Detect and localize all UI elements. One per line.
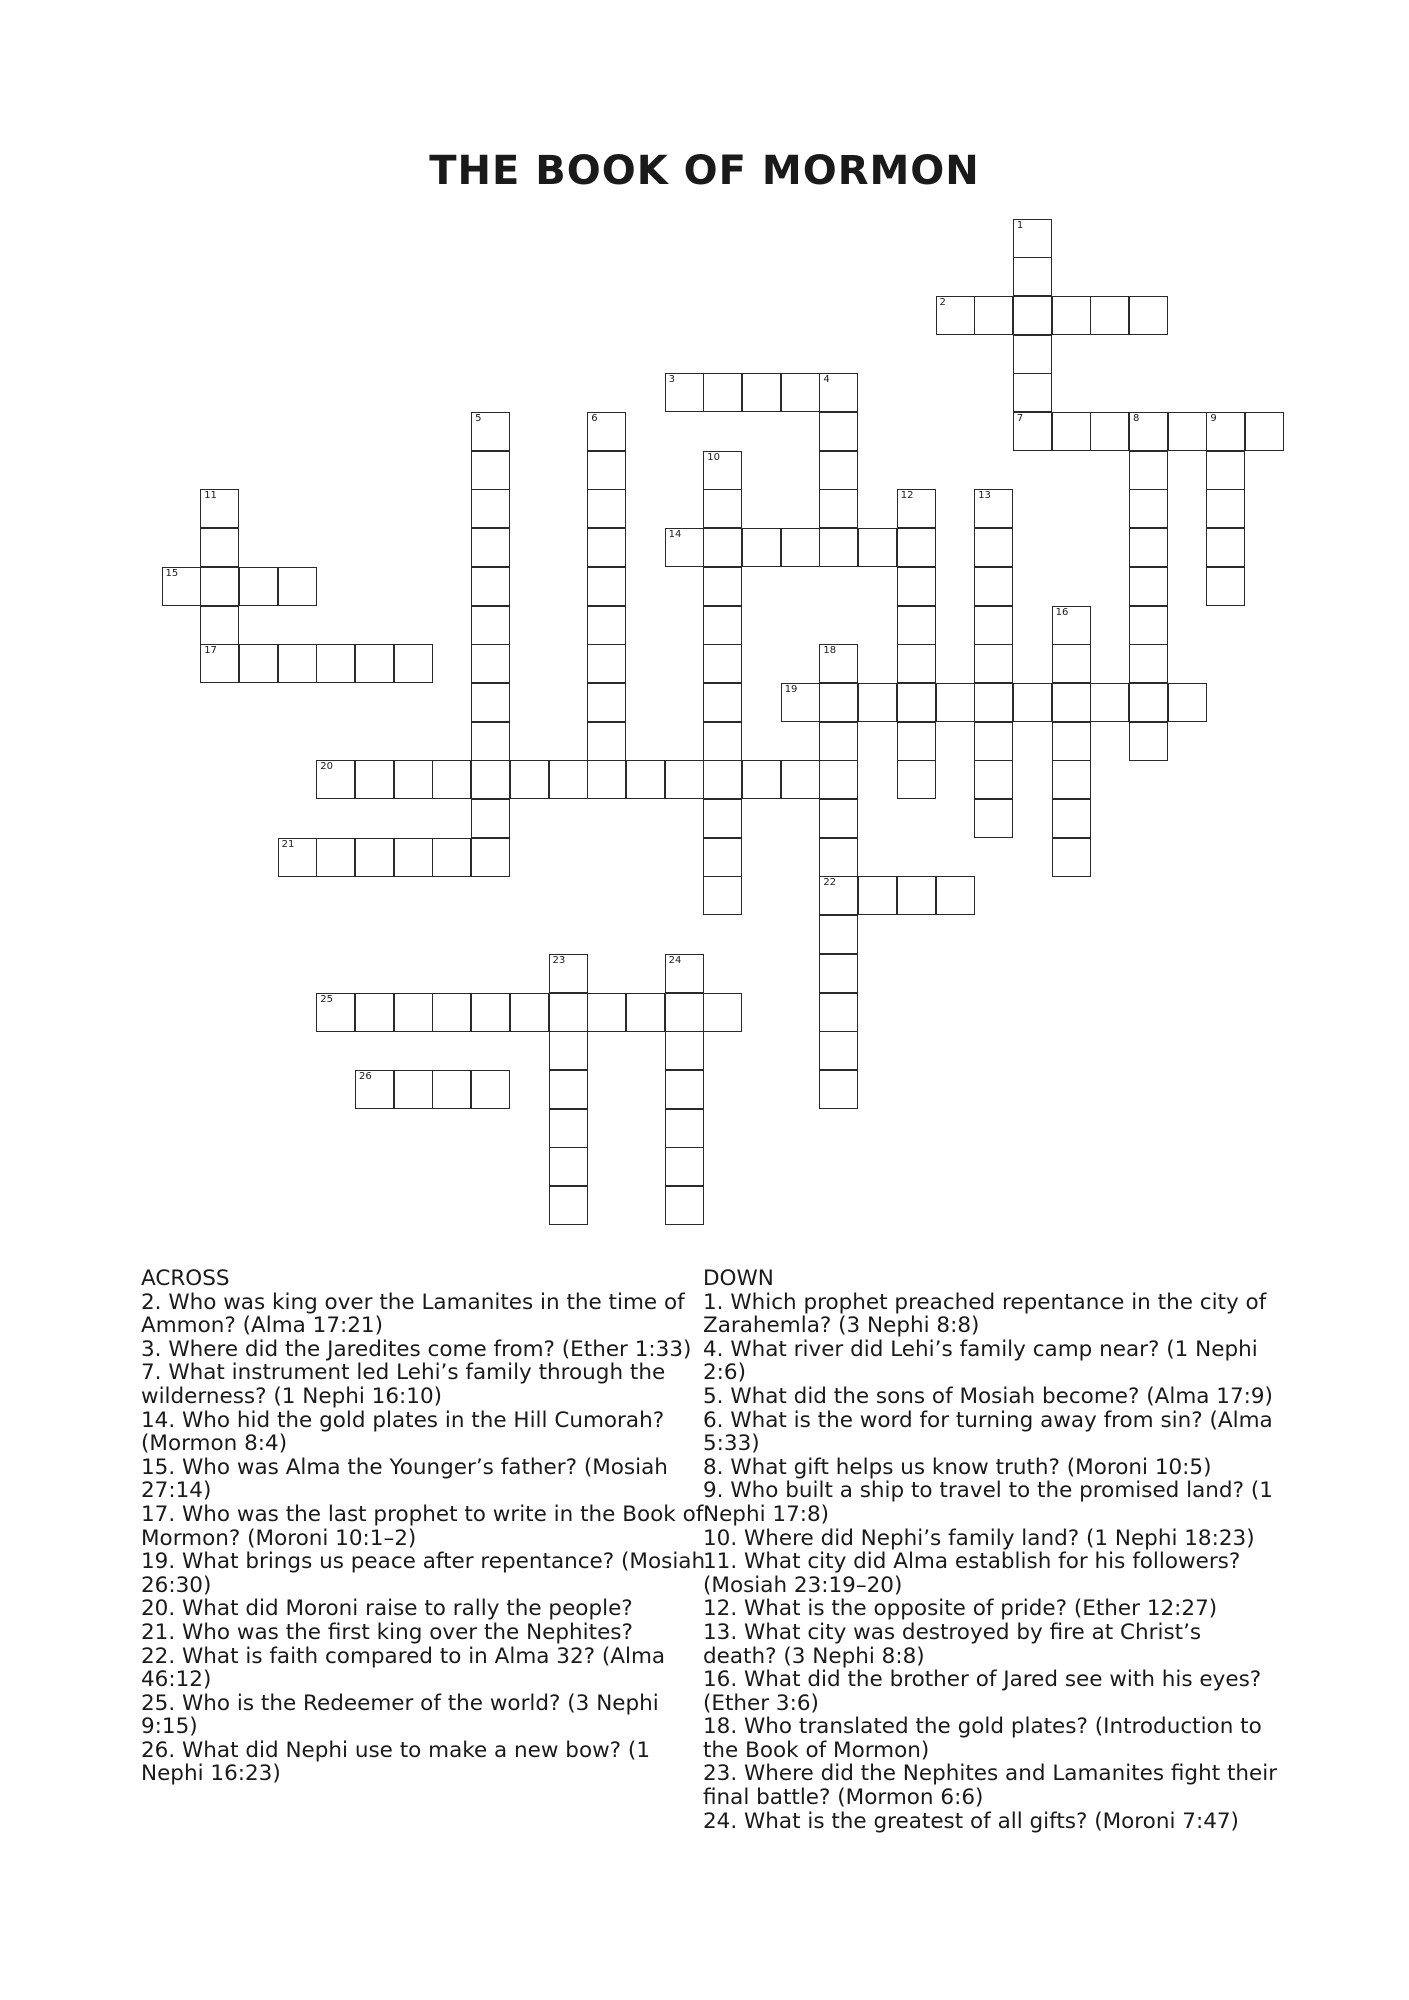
grid-cell[interactable] <box>587 760 626 799</box>
grid-cell[interactable] <box>974 760 1013 799</box>
grid-cell[interactable] <box>1129 644 1168 683</box>
grid-cell[interactable] <box>897 567 936 606</box>
grid-cell[interactable] <box>1129 528 1168 567</box>
grid-cell-5[interactable] <box>471 412 510 451</box>
grid-cell[interactable] <box>665 1186 704 1225</box>
grid-cell-22[interactable] <box>819 876 858 915</box>
grid-cell-1[interactable] <box>1013 219 1052 258</box>
clue-number: 9 <box>1210 413 1217 424</box>
page-title: THE BOOK OF MORMON <box>429 148 980 194</box>
grid-cell[interactable] <box>819 799 858 838</box>
clue-number: 4 <box>823 374 830 386</box>
clue-number: 18 <box>823 645 837 657</box>
clue-number: 14 <box>668 529 682 541</box>
grid-cell[interactable] <box>1052 799 1091 838</box>
grid-cell[interactable] <box>587 683 626 722</box>
grid-cell[interactable] <box>1052 412 1091 451</box>
grid-cell[interactable] <box>471 722 510 761</box>
clue-number: 15 <box>165 567 179 579</box>
grid-cell[interactable] <box>665 1109 704 1148</box>
grid-cell[interactable] <box>1013 257 1052 296</box>
clue-number: 16 <box>1055 606 1069 618</box>
clue-down-8: 8. What gift helps us know truth? (Moroni 10:5) <box>703 1454 1212 1480</box>
grid-cell[interactable] <box>703 722 742 761</box>
grid-cell[interactable] <box>1052 760 1091 799</box>
grid-cell[interactable] <box>200 567 239 606</box>
grid-cell[interactable] <box>1129 722 1168 761</box>
grid-cell[interactable] <box>703 644 742 683</box>
grid-cell[interactable] <box>200 606 239 645</box>
grid-cell[interactable] <box>1052 838 1091 877</box>
grid-cell[interactable] <box>1206 451 1245 490</box>
grid-cell[interactable] <box>432 760 471 799</box>
grid-cell[interactable] <box>1129 489 1168 528</box>
grid-cell[interactable] <box>703 489 742 528</box>
clue-down-10: 10. Where did Nephi’s family land? (1 Nephi 18:23) <box>703 1525 1255 1551</box>
grid-cell[interactable] <box>665 1147 704 1186</box>
grid-cell[interactable] <box>1129 451 1168 490</box>
grid-cell[interactable] <box>471 799 510 838</box>
down-clues <box>703 1267 1278 1833</box>
grid-cell[interactable] <box>471 528 510 567</box>
grid-cell[interactable] <box>1052 683 1091 722</box>
clue-down-6: 6. What is the word for turning away from sin? (Alma 5:33) <box>703 1407 1273 1457</box>
grid-cell-21[interactable] <box>278 838 317 877</box>
grid-cell[interactable] <box>471 993 510 1032</box>
grid-cell[interactable] <box>1206 489 1245 528</box>
grid-cell-8[interactable] <box>1129 412 1168 451</box>
grid-cell[interactable] <box>1052 644 1091 683</box>
grid-cell[interactable] <box>471 760 510 799</box>
clue-down-12: 12. What is the opposite of pride? (Ether 12:27) <box>703 1596 1218 1622</box>
clue-down-13: 13. What city was destroyed by fire at Christ’s death? (3 Nephi 8:8) <box>703 1619 1202 1669</box>
clue-number: 5 <box>475 413 482 424</box>
grid-cell[interactable] <box>355 838 394 877</box>
grid-cell[interactable] <box>316 838 355 877</box>
grid-cell[interactable] <box>549 1031 588 1070</box>
grid-cell[interactable] <box>1090 412 1129 451</box>
grid-cell[interactable] <box>1206 567 1245 606</box>
clue-down-4: 4. What river did Lehi’s family camp near? (1 Nephi 2:6) <box>703 1336 1258 1386</box>
grid-cell-11[interactable] <box>200 489 239 528</box>
grid-cell[interactable] <box>471 606 510 645</box>
grid-cell[interactable] <box>1129 683 1168 722</box>
across-clues <box>141 1267 706 1786</box>
grid-cell[interactable] <box>974 644 1013 683</box>
grid-cell[interactable] <box>587 451 626 490</box>
grid-cell[interactable] <box>549 1147 588 1186</box>
grid-cell[interactable] <box>1090 296 1129 335</box>
grid-cell[interactable] <box>974 722 1013 761</box>
grid-cell[interactable] <box>1129 296 1168 335</box>
grid-cell[interactable] <box>781 528 820 567</box>
grid-cell-15[interactable] <box>162 567 201 606</box>
grid-cell[interactable] <box>587 528 626 567</box>
clue-down-23: 23. Where did the Nephites and Lamanites fight their final battle? (Mormon 6:6) <box>703 1761 1278 1811</box>
grid-cell[interactable] <box>471 1070 510 1109</box>
clue-number: 1 <box>1016 219 1024 231</box>
grid-cell-18[interactable] <box>819 644 858 683</box>
grid-cell[interactable] <box>897 722 936 761</box>
clue-number: 10 <box>707 451 721 463</box>
grid-cell[interactable] <box>1168 412 1207 451</box>
grid-cell[interactable] <box>587 606 626 645</box>
grid-cell[interactable] <box>239 644 278 683</box>
grid-cell-23[interactable] <box>549 954 588 993</box>
grid-cell[interactable] <box>1206 528 1245 567</box>
grid-cell[interactable] <box>819 683 858 722</box>
grid-cell[interactable] <box>471 838 510 877</box>
grid-cell[interactable] <box>394 644 433 683</box>
grid-cell[interactable] <box>1129 606 1168 645</box>
grid-cell[interactable] <box>665 1031 704 1070</box>
grid-cell[interactable] <box>587 722 626 761</box>
grid-cell[interactable] <box>819 451 858 490</box>
clue-number: 24 <box>668 954 682 966</box>
grid-cell[interactable] <box>626 993 665 1032</box>
grid-cell-3[interactable] <box>665 373 704 412</box>
clue-number: 3 <box>668 374 675 386</box>
clue-across-26: 26. What did Nephi use to make a new bow? (1 Nephi 16:23) <box>141 1737 650 1787</box>
grid-cell[interactable] <box>587 567 626 606</box>
grid-cell[interactable] <box>781 760 820 799</box>
grid-cell[interactable] <box>200 528 239 567</box>
grid-cell[interactable] <box>239 567 278 606</box>
grid-cell[interactable] <box>510 993 549 1032</box>
grid-cell-9[interactable] <box>1206 412 1245 451</box>
grid-cell-26[interactable] <box>355 1070 394 1109</box>
grid-cell[interactable] <box>936 683 975 722</box>
grid-cell[interactable] <box>819 993 858 1032</box>
grid-cell[interactable] <box>1090 683 1129 722</box>
grid-cell-10[interactable] <box>703 451 742 490</box>
grid-cell[interactable] <box>432 993 471 1032</box>
grid-cell[interactable] <box>897 528 936 567</box>
grid-cell-14[interactable] <box>665 528 704 567</box>
grid-cell[interactable] <box>897 760 936 799</box>
grid-cell[interactable] <box>549 760 588 799</box>
clue-down-9: 9. Who built a ship to travel to the promised land? (1 Nephi 17:8) <box>703 1478 1273 1527</box>
clue-number: 2 <box>939 296 946 308</box>
grid-cell[interactable] <box>742 373 781 412</box>
grid-cell[interactable] <box>549 993 588 1032</box>
clue-number: 11 <box>204 490 217 502</box>
grid-cell[interactable] <box>626 760 665 799</box>
grid-cell[interactable] <box>665 760 704 799</box>
grid-cell[interactable] <box>703 799 742 838</box>
grid-cell[interactable] <box>742 760 781 799</box>
grid-cell[interactable] <box>355 644 394 683</box>
grid-cell[interactable] <box>432 1070 471 1109</box>
clue-number: 19 <box>784 683 798 695</box>
grid-cell[interactable] <box>1245 412 1284 451</box>
grid-cell[interactable] <box>703 528 742 567</box>
clue-across-14: 14. Who hid the gold plates in the Hill Cumorah? (Mormon 8:4) <box>141 1407 665 1457</box>
grid-cell[interactable] <box>897 644 936 683</box>
grid-cell[interactable] <box>278 644 317 683</box>
grid-cell[interactable] <box>819 722 858 761</box>
grid-cell[interactable] <box>355 993 394 1032</box>
grid-cell[interactable] <box>587 644 626 683</box>
clue-across-20: 20. What did Moroni raise to rally the people? <box>141 1596 633 1622</box>
grid-cell[interactable] <box>394 760 433 799</box>
grid-cell[interactable] <box>703 876 742 915</box>
clue-number: 21 <box>281 838 295 850</box>
clue-number: 26 <box>359 1070 372 1082</box>
clue-number: 25 <box>320 993 334 1005</box>
clue-down-18: 18. Who translated the gold plates? (Introduction to the Book of Mormon) <box>703 1714 1262 1763</box>
grid-cell-25[interactable] <box>316 993 355 1032</box>
grid-cell[interactable] <box>549 1109 588 1148</box>
grid-cell[interactable] <box>897 683 936 722</box>
grid-cell[interactable] <box>703 838 742 877</box>
grid-cell[interactable] <box>781 373 820 412</box>
grid-cell[interactable] <box>1013 373 1052 412</box>
grid-cell[interactable] <box>819 954 858 993</box>
grid-cell-19[interactable] <box>781 683 820 722</box>
grid-cell[interactable] <box>897 606 936 645</box>
grid-cell[interactable] <box>819 838 858 877</box>
grid-cell[interactable] <box>974 567 1013 606</box>
grid-cell[interactable] <box>858 528 897 567</box>
clue-across-25: 25. Who is the Redeemer of the world? (3 Nephi 9:15) <box>141 1690 659 1740</box>
grid-cell[interactable] <box>1052 722 1091 761</box>
grid-cell[interactable] <box>819 1031 858 1070</box>
grid-cell[interactable] <box>703 683 742 722</box>
grid-cell[interactable] <box>974 799 1013 838</box>
grid-cell[interactable] <box>1013 335 1052 374</box>
clue-number: 20 <box>320 761 334 773</box>
grid-cell[interactable] <box>1129 567 1168 606</box>
clue-down-16: 16. What did the brother of Jared see with his eyes? (Ether 3:6) <box>703 1667 1262 1716</box>
grid-cell[interactable] <box>703 760 742 799</box>
clue-down-24: 24. What is the greatest of all gifts? (Moroni 7:47) <box>703 1808 1239 1834</box>
clue-number: 22 <box>823 877 837 889</box>
grid-cell[interactable] <box>819 760 858 799</box>
grid-cell[interactable] <box>394 838 433 877</box>
grid-cell[interactable] <box>471 683 510 722</box>
clue-number: 7 <box>1016 413 1024 424</box>
grid-cell[interactable] <box>1052 296 1091 335</box>
clue-across-21: 21. Who was the first king over the Nephites? <box>141 1619 633 1645</box>
grid-cell[interactable] <box>703 567 742 606</box>
grid-cell[interactable] <box>549 1070 588 1109</box>
grid-cell-12[interactable] <box>897 489 936 528</box>
grid-cell[interactable] <box>471 644 510 683</box>
grid-cell-6[interactable] <box>587 412 626 451</box>
grid-cell-16[interactable] <box>1052 606 1091 645</box>
clue-down-1: 1. Which prophet preached repentance in the city of Zarahemla? (3 Nephi 8:8) <box>703 1289 1267 1339</box>
grid-cell[interactable] <box>974 296 1013 335</box>
clue-number: 23 <box>552 954 566 966</box>
grid-cell-20[interactable] <box>316 760 355 799</box>
grid-cell[interactable] <box>897 876 936 915</box>
grid-cell[interactable] <box>1168 683 1207 722</box>
clue-number: 8 <box>1133 413 1140 424</box>
grid-cell[interactable] <box>587 489 626 528</box>
grid-cell[interactable] <box>974 683 1013 722</box>
grid-cell[interactable] <box>316 644 355 683</box>
clue-across-22: 22. What is faith compared to in Alma 32? (Alma 46:12) <box>141 1643 666 1693</box>
clue-number: 13 <box>978 490 991 502</box>
grid-cell[interactable] <box>355 760 394 799</box>
clue-number: 17 <box>204 645 217 657</box>
grid-cell[interactable] <box>858 683 897 722</box>
grid-cell[interactable] <box>703 373 742 412</box>
grid-cell[interactable] <box>819 1070 858 1109</box>
grid-cell-7[interactable] <box>1013 412 1052 451</box>
clue-across-7: 7. What instrument led Lehi’s family through the wilderness? (1 Nephi 16:10) <box>141 1360 666 1409</box>
grid-cell[interactable] <box>819 915 858 954</box>
grid-cell[interactable] <box>587 993 626 1032</box>
grid-cell[interactable] <box>471 489 510 528</box>
clue-across-3: 3. Where did the Jaredites come from? (Ether 1:33) <box>141 1336 692 1362</box>
grid-cell-4[interactable] <box>819 373 858 412</box>
grid-cell[interactable] <box>974 528 1013 567</box>
grid-cell[interactable] <box>703 993 742 1032</box>
grid-cell[interactable] <box>510 760 549 799</box>
grid-cell[interactable] <box>703 606 742 645</box>
down-heading: DOWN <box>703 1266 774 1291</box>
grid-cell[interactable] <box>974 606 1013 645</box>
grid-cell[interactable] <box>936 876 975 915</box>
grid-cell[interactable] <box>819 412 858 451</box>
clue-number: 6 <box>591 413 598 424</box>
clue-across-17: 17. Who was the last prophet to write in the Book of Mormon? (Moroni 10:1–2) <box>141 1501 704 1551</box>
grid-cell-2[interactable] <box>936 296 975 335</box>
clue-across-19: 19. What brings us peace after repentance? (Mosiah 26:30) <box>141 1549 706 1598</box>
clue-across-15: 15. Who was Alma the Younger’s father? (Mosiah 27:14) <box>141 1454 668 1504</box>
grid-cell[interactable] <box>819 489 858 528</box>
grid-cell[interactable] <box>432 838 471 877</box>
grid-cell[interactable] <box>819 528 858 567</box>
grid-cell[interactable] <box>742 528 781 567</box>
grid-cell-13[interactable] <box>974 489 1013 528</box>
grid-cell[interactable] <box>394 1070 433 1109</box>
grid-cell[interactable] <box>471 567 510 606</box>
clue-down-5: 5. What did the sons of Mosiah become? (Alma 17:9) <box>703 1383 1273 1409</box>
clue-across-2: 2. Who was king over the Lamanites in the time of Ammon? (Alma 17:21) <box>141 1289 685 1339</box>
grid-cell[interactable] <box>549 1186 588 1225</box>
across-heading: ACROSS <box>141 1266 230 1291</box>
grid-cell-24[interactable] <box>665 954 704 993</box>
grid-cell[interactable] <box>1013 683 1052 722</box>
grid-cell[interactable] <box>665 993 704 1032</box>
grid-cell-17[interactable] <box>200 644 239 683</box>
clue-number: 12 <box>900 490 914 502</box>
grid-cell[interactable] <box>665 1070 704 1109</box>
grid-cell[interactable] <box>278 567 317 606</box>
grid-cell[interactable] <box>471 451 510 490</box>
grid-cell[interactable] <box>858 876 897 915</box>
clue-down-11: 11. What city did Alma establish for his followers? (Mosiah 23:19–20) <box>703 1549 1241 1598</box>
grid-cell[interactable] <box>394 993 433 1032</box>
grid-cell[interactable] <box>1013 296 1052 335</box>
